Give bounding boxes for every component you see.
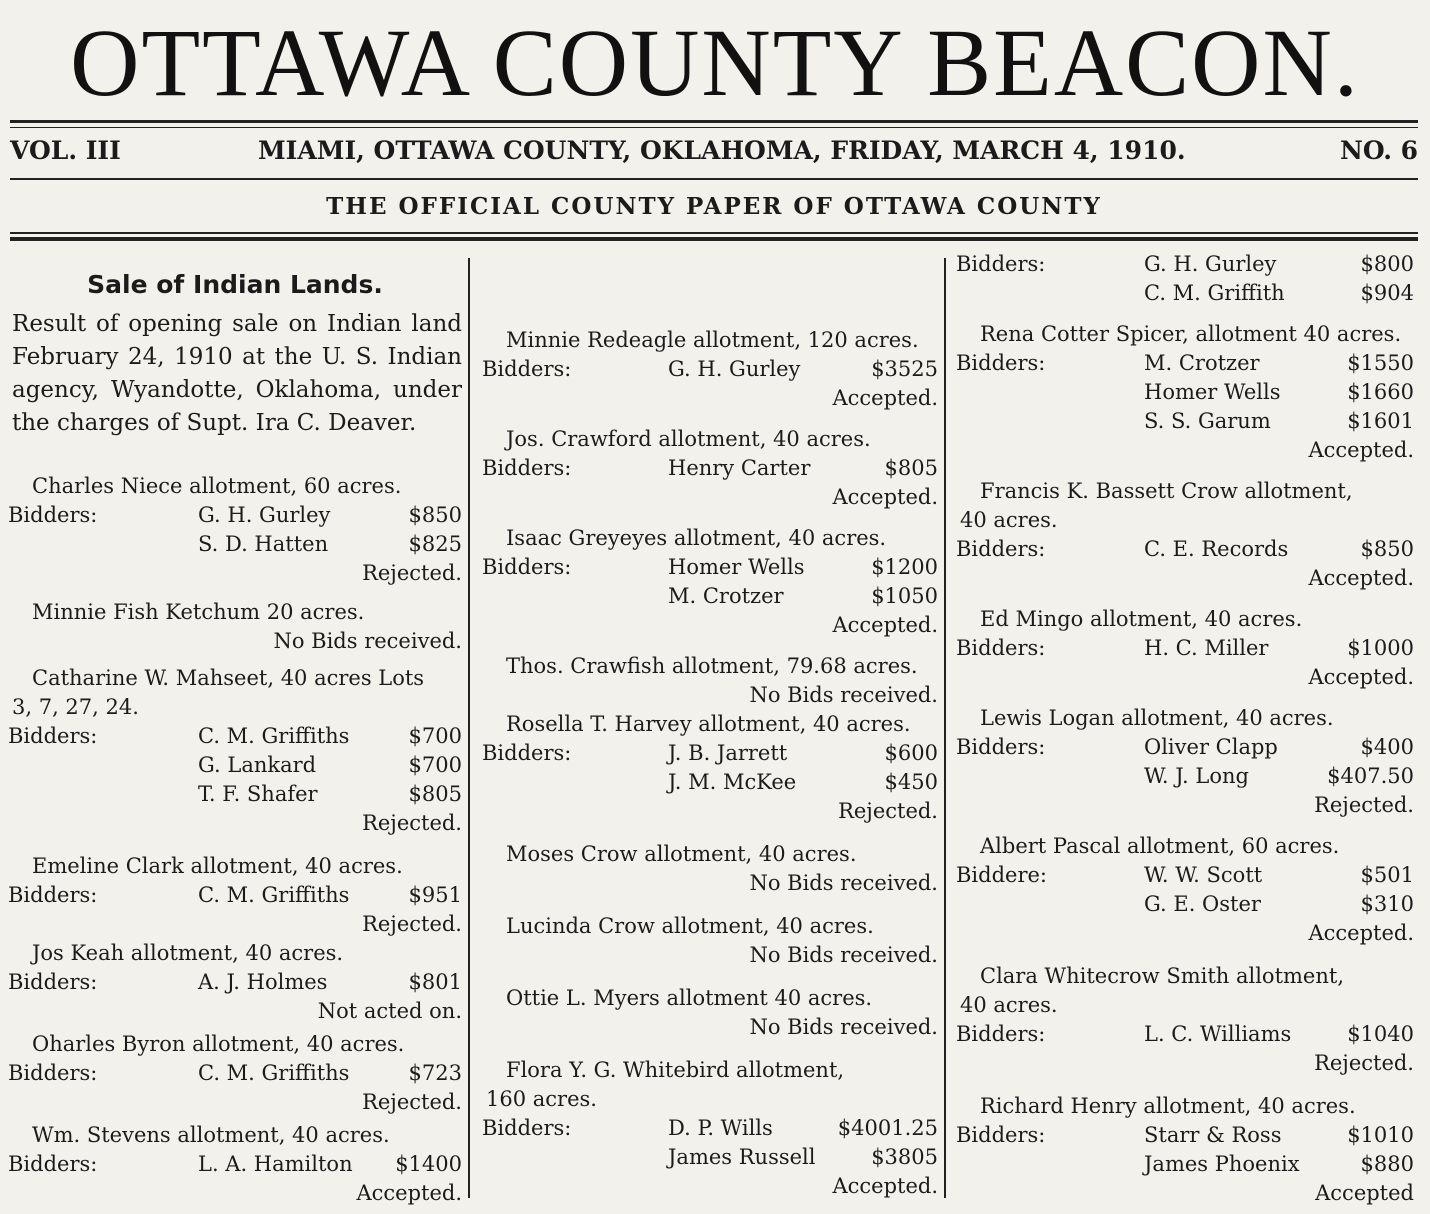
bidder-name: M. Crotzer [668,584,784,608]
allotment-title: Wm. Stevens allotment, 40 acres. [32,1123,390,1147]
bid-result [956,921,1414,950]
result-text: Accepted. [832,485,938,509]
bidders-label: Bidders: [956,252,1046,276]
bidders-label: Bidders: [8,724,98,748]
bid-amount: $1200 [871,555,938,579]
bid-amount: $800 [1360,252,1414,276]
column-divider-1 [468,258,470,1198]
bid-line [8,753,462,782]
bid-line [956,636,1414,665]
allotment-title: Albert Pascal allotment, 60 acres. [980,834,1340,858]
bid-line [956,863,1414,892]
bid-line [8,724,462,753]
bidders-label: Bidders: [482,357,572,381]
bidders-label: Bidders: [482,741,572,765]
bid-amount: $400 [1360,735,1414,759]
result-text: No Bids received. [273,629,462,653]
bid-amount: $1040 [1347,1022,1414,1046]
allotment-title-cont: 3, 7, 27, 24. [12,695,139,719]
bidder-name: Henry Carter [668,456,811,480]
allotment-title: Francis K. Bassett Crow allotment, [980,479,1353,503]
result-text: No Bids received. [749,683,938,707]
result-text: Accepted. [1308,566,1414,590]
allotment-title: Rena Cotter Spicer, allotment 40 acres. [980,322,1402,346]
bidder-name: Oliver Clapp [1144,735,1278,759]
allotment-title: Lucinda Crow allotment, 40 acres. [506,914,874,938]
bidders-label: Bidders: [956,1022,1046,1046]
article-heading: Sale of Indian Lands. [87,270,383,299]
bidder-name: W. J. Long [1144,764,1249,788]
result-text: Accepted. [832,613,938,637]
bidder-name: C. M. Griffiths [198,1061,350,1085]
bid-line [956,764,1414,793]
column-1 [8,248,462,1205]
rule-top-thin [10,127,1418,128]
bidders-label: Bidders: [8,503,98,527]
bid-result [956,1181,1414,1210]
bidders-label: Bidders: [956,351,1046,375]
bid-result [482,943,938,972]
bid-line [956,1152,1414,1181]
bid-amount: $3525 [871,357,938,381]
bid-amount: $805 [884,456,938,480]
bid-amount: $1400 [395,1152,462,1176]
bid-line [956,1123,1414,1152]
bid-line [8,782,462,811]
bid-amount: $3805 [871,1145,938,1169]
bid-line [956,1022,1414,1051]
result-text: Accepted. [832,1174,938,1198]
allotment-title: Ed Mingo allotment, 40 acres. [980,607,1303,631]
bidders-label: Bidders: [8,1152,98,1176]
bidder-name: L. A. Hamilton [198,1152,353,1176]
allotment-title: Ottie L. Myers allotment 40 acres. [506,986,873,1010]
allotment-title: Rosella T. Harvey allotment, 40 acres. [506,712,911,736]
allotment-title: Jos. Crawford allotment, 40 acres. [506,427,871,451]
bid-result [8,561,462,590]
bidder-name: C. M. Griffith [1144,281,1285,305]
bidder-name: G. E. Oster [1144,892,1261,916]
bidders-label: Bidders: [482,555,572,579]
allotment-title: Flora Y. G. Whitebird allotment, [506,1058,845,1082]
bid-result [482,871,938,900]
bid-amount: $1050 [871,584,938,608]
bid-line [482,357,938,386]
bidder-name: S. D. Hatten [198,532,329,556]
bid-result [956,566,1414,595]
result-text: Rejected. [362,811,462,835]
bid-line [482,770,938,799]
article-intro: Result of opening sale on Indian land February 24, 1910 at the U. S. Indian agency, Wyandotte, Oklahoma, under the charges of Supt. Ira C. Deaver. [12,311,462,436]
bid-amount: $501 [1360,863,1414,887]
result-text: No Bids received. [749,1015,938,1039]
bidder-name: G. H. Gurley [1144,252,1277,276]
bid-result [482,386,938,415]
allotment-title: Oharles Byron allotment, 40 acres. [32,1032,405,1056]
bid-result [482,1015,938,1044]
bid-amount: $1550 [1347,351,1414,375]
bid-result [8,629,462,658]
bidder-name: M. Crotzer [1144,351,1260,375]
bidder-name: C. M. Griffiths [198,883,350,907]
bid-result [956,793,1414,822]
bid-result [8,1181,462,1210]
bid-amount: $951 [408,883,462,907]
bid-amount: $450 [884,770,938,794]
result-text: Accepted. [356,1181,462,1205]
dateline [10,134,1418,168]
allotment-title-cont: 160 acres. [486,1087,597,1111]
bid-result [482,683,938,712]
bid-line [8,532,462,561]
column-3 [956,248,1414,1205]
result-text: Accepted. [1308,438,1414,462]
bid-line [956,537,1414,566]
column-2 [482,248,938,1198]
result-text: Rejected. [362,561,462,585]
bid-amount: $407.50 [1327,764,1414,788]
bidder-name: J. B. Jarrett [668,741,788,765]
bidder-name: L. C. Williams [1144,1022,1292,1046]
bidders-label: Bidders: [8,883,98,907]
allotment-title: Clara Whitecrow Smith allotment, [980,964,1344,988]
bidder-name: James Phoenix [1144,1152,1300,1176]
bid-amount: $805 [408,782,462,806]
bid-result [482,613,938,642]
allotment-title: Minnie Fish Ketchum 20 acres. [32,600,365,624]
bid-line [482,555,938,584]
bid-line [482,456,938,485]
bidders-label: Biddere: [956,863,1048,887]
result-text: Accepted. [832,386,938,410]
bidder-name: H. C. Miller [1144,636,1269,660]
bid-line [8,1152,462,1181]
rule-bottom-thick [10,237,1418,241]
bid-line [956,409,1414,438]
bid-result [956,1051,1414,1080]
bidder-name: C. E. Records [1144,537,1289,561]
bidder-name: D. P. Wills [668,1116,773,1140]
bidders-label: Bidders: [956,735,1046,759]
date-place: MIAMI, OTTAWA COUNTY, OKLAHOMA, FRIDAY, MARCH 4, 1910. [258,136,1186,165]
bid-amount: $1000 [1347,636,1414,660]
bidders-label: Bidders: [956,537,1046,561]
bidder-name: James Russell [668,1145,816,1169]
bid-amount: $700 [408,724,462,748]
result-text: Rejected. [362,1090,462,1114]
result-text: Accepted [1315,1181,1414,1205]
bid-amount: $310 [1360,892,1414,916]
bid-amount: $4001.25 [837,1116,938,1140]
bidder-name: G. Lankard [198,753,317,777]
bidders-label: Bidders: [8,970,98,994]
bid-line [482,1116,938,1145]
bid-amount: $600 [884,741,938,765]
result-text: Not acted on. [317,999,462,1023]
bid-result [482,799,938,828]
bidders-label: Bidders: [482,456,572,480]
bidders-label: Bidders: [956,1123,1046,1147]
allotment-title: Isaac Greyeyes allotment, 40 acres. [506,526,887,550]
allotment-title: Minnie Redeagle allotment, 120 acres. [506,328,919,352]
allotment-title: Catharine W. Mahseet, 40 acres Lots [32,666,425,690]
bid-line [8,883,462,912]
volume: VOL. III [10,136,121,165]
bid-line [956,351,1414,380]
allotment-title: Emeline Clark allotment, 40 acres. [32,854,403,878]
bid-amount: $700 [408,753,462,777]
bidders-label: Bidders: [482,1116,572,1140]
rule-mid [10,178,1418,180]
rule-top [10,120,1418,123]
official-paper-banner: THE OFFICIAL COUNTY PAPER OF OTTAWA COUNTY [326,193,1102,220]
allotment-title: Lewis Logan allotment, 40 acres. [980,706,1334,730]
bid-amount: $850 [408,503,462,527]
bid-amount: $1010 [1347,1123,1414,1147]
bidder-name: Homer Wells [668,555,805,579]
bid-amount: $904 [1360,281,1414,305]
bidder-name: T. F. Shafer [198,782,318,806]
bidders-label: Bidders: [8,1061,98,1085]
bid-amount: $801 [408,970,462,994]
bid-line [482,741,938,770]
bidder-name: A. J. Holmes [198,970,328,994]
bid-line [956,252,1414,281]
bid-line [956,380,1414,409]
result-text: Rejected. [838,799,938,823]
result-text: Rejected. [362,912,462,936]
bid-amount: $825 [408,532,462,556]
bid-result [8,999,462,1028]
result-text: Rejected. [1314,793,1414,817]
issue-number: NO. 6 [1340,136,1418,165]
result-text: Rejected. [1314,1051,1414,1075]
bid-result [956,665,1414,694]
bidders-label: Bidders: [956,636,1046,660]
masthead: OTTAWA COUNTY BEACON. [70,9,1360,116]
bidder-name: Starr & Ross [1144,1123,1282,1147]
bidder-name: S. S. Garum [1144,409,1271,433]
bid-line [482,584,938,613]
result-text: Accepted. [1308,665,1414,689]
bid-line [8,970,462,999]
bid-amount: $850 [1360,537,1414,561]
result-text: No Bids received. [749,943,938,967]
bid-line [482,1145,938,1174]
result-text: No Bids received. [749,871,938,895]
bid-line [8,503,462,532]
bid-line [956,892,1414,921]
bidder-name: C. M. Griffiths [198,724,350,748]
bid-result [8,912,462,941]
bid-result [8,1090,462,1119]
bid-result [482,485,938,514]
bid-amount: $880 [1360,1152,1414,1176]
bidder-name: J. M. McKee [668,770,797,794]
bidder-name: Homer Wells [1144,380,1281,404]
result-text: Accepted. [1308,921,1414,945]
bid-amount: $1660 [1347,380,1414,404]
bidder-name: W. W. Scott [1144,863,1263,887]
allotment-title: Jos Keah allotment, 40 acres. [32,941,344,965]
bidder-name: G. H. Gurley [198,503,331,527]
allotment-title: Richard Henry allotment, 40 acres. [980,1094,1356,1118]
allotment-title: Moses Crow allotment, 40 acres. [506,842,857,866]
bid-result [956,438,1414,467]
allotment-title-cont: 40 acres. [960,508,1058,532]
allotment-title-cont: 40 acres. [960,993,1058,1017]
bid-line [8,1061,462,1090]
bid-amount: $1601 [1347,409,1414,433]
bid-amount: $723 [408,1061,462,1085]
bid-result [8,811,462,840]
bid-line [956,281,1414,310]
allotment-title: Thos. Crawfish allotment, 79.68 acres. [506,654,918,678]
allotment-title: Charles Niece allotment, 60 acres. [32,474,402,498]
rule-bottom [10,232,1418,234]
bid-line [956,735,1414,764]
column-divider-2 [944,258,946,1198]
bid-result [482,1174,938,1203]
bidder-name: G. H. Gurley [668,357,801,381]
